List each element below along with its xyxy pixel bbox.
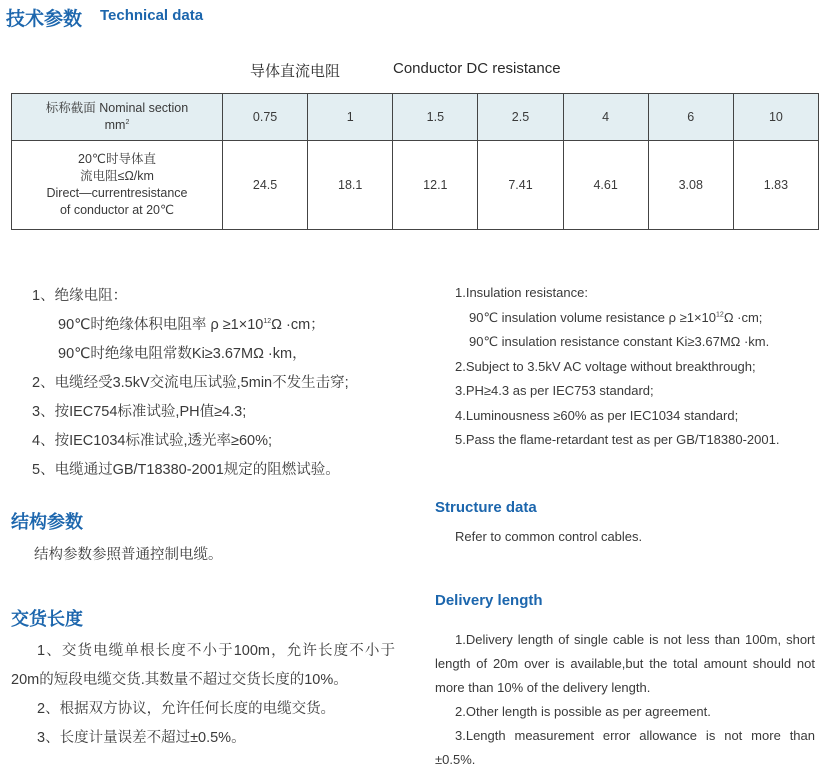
delivery-text-cn bbox=[11, 637, 395, 753]
table-title-en: Conductor DC resistance bbox=[393, 60, 561, 77]
header-label-text: 标称截面 Nominal section bbox=[45, 101, 189, 115]
value-cell: 12.1 bbox=[393, 141, 478, 230]
section-cell: 10 bbox=[733, 94, 818, 141]
list-item: 3.PH≥4.3 as per IEC753 standard; bbox=[455, 383, 654, 398]
header-label-sup: 2 bbox=[125, 118, 130, 126]
delivery-text-en bbox=[435, 628, 815, 772]
list-item: 90℃时绝缘体积电阻率 $\rho \ge 1\times 10^{12}\Omega \cdot cm$； bbox=[58, 317, 325, 333]
paragraph: 3、长度计量误差不超过±0.5%。 bbox=[37, 730, 246, 746]
value-cell: 7.41 bbox=[478, 141, 563, 230]
structure-text-cn: 结构参数参照普通控制电缆。 bbox=[34, 547, 223, 563]
list-item: 90℃ insulation resistance constant Ki≥3.67MΩ ·km. bbox=[469, 334, 770, 349]
value-cell: 3.08 bbox=[648, 141, 733, 230]
row-label-line: Direct—currentresistance bbox=[46, 186, 188, 200]
section-cell: 6 bbox=[648, 94, 733, 141]
table-header-row bbox=[12, 94, 819, 141]
row-label-line: 流电阻≤Ω/km bbox=[80, 169, 154, 183]
row-label-line: 20℃时导体直 bbox=[78, 152, 156, 166]
section-cell: 4 bbox=[563, 94, 648, 141]
row-label-cell bbox=[12, 141, 223, 230]
list-item: 1、绝缘电阻： bbox=[32, 288, 128, 304]
row-label-line: of conductor at 20℃ bbox=[59, 203, 175, 217]
list-item: 5、电缆通过GB/T18380-2001规定的阻燃试验。 bbox=[32, 462, 340, 478]
section-title-en: Technical data bbox=[100, 7, 204, 24]
paragraph: 1.Delivery length of single cable is not less than 100m, short length of 20m over is available,but the total amount should not more than 10% of the delivery length. bbox=[435, 632, 815, 695]
section-cell: 1.5 bbox=[393, 94, 478, 141]
paragraph: 2、根据双方协议，允许任何长度的电缆交货。 bbox=[37, 701, 336, 717]
list-item: 5.Pass the flame-retardant test as per GB/T18380-2001. bbox=[455, 432, 780, 447]
list-item: 4.Luminousness ≥60% as per IEC1034 standard; bbox=[455, 407, 739, 423]
section-cell: 2.5 bbox=[478, 94, 563, 141]
list-item: 3、按IEC754标准试验,PH值≥4.3; bbox=[32, 404, 247, 420]
structure-title-cn: 结构参数 bbox=[11, 512, 83, 532]
cn-spec-list bbox=[32, 282, 349, 485]
en-spec-list bbox=[455, 281, 779, 453]
delivery-title-en: Delivery length bbox=[435, 592, 543, 609]
structure-text-en: Refer to common control cables. bbox=[455, 529, 643, 544]
list-item: 2、电缆经受3.5kV交流电压试验,5min不发生击穿; bbox=[32, 375, 349, 391]
value-cell: 1.83 bbox=[733, 141, 818, 230]
list-item: 2.Subject to 3.5kV AC voltage without breakthrough; bbox=[455, 358, 756, 374]
header-label-cell bbox=[12, 94, 223, 141]
list-item: 4、按IEC1034标准试验,透光率≥60%; bbox=[32, 433, 273, 449]
delivery-title-cn: 交货长度 bbox=[11, 609, 83, 629]
resistance-table bbox=[11, 93, 819, 230]
section-title-cn: 技术参数 bbox=[6, 9, 83, 30]
table-title-cn: 导体直流电阻 bbox=[250, 63, 341, 80]
list-item: 90℃时绝缘电阻常数Ki≥3.67MΩ ·km， bbox=[58, 346, 307, 362]
paragraph: 3.Length measurement error allowance is not more than ±0.5%. bbox=[435, 728, 815, 767]
table-row bbox=[12, 141, 819, 230]
structure-title-en: Structure data bbox=[435, 499, 537, 516]
value-cell: 4.61 bbox=[563, 141, 648, 230]
section-cell: 0.75 bbox=[223, 94, 308, 141]
value-cell: 18.1 bbox=[308, 141, 393, 230]
paragraph: 2.Other length is possible as per agreement. bbox=[455, 704, 711, 719]
list-item: 1.Insulation resistance: bbox=[455, 285, 588, 300]
paragraph: 1、交货电缆单根长度不小于100m，允许长度不小于20m的短段电缆交货.其数量不超过交货长度的10%。 bbox=[11, 643, 395, 688]
value-cell: 24.5 bbox=[223, 141, 308, 230]
section-cell: 1 bbox=[308, 94, 393, 141]
list-item: 90℃ insulation volume resistance $\rho \ge 1\times 10^{12}\Omega \cdot cm$; bbox=[469, 309, 763, 325]
header-label-unit: mm bbox=[104, 118, 126, 132]
